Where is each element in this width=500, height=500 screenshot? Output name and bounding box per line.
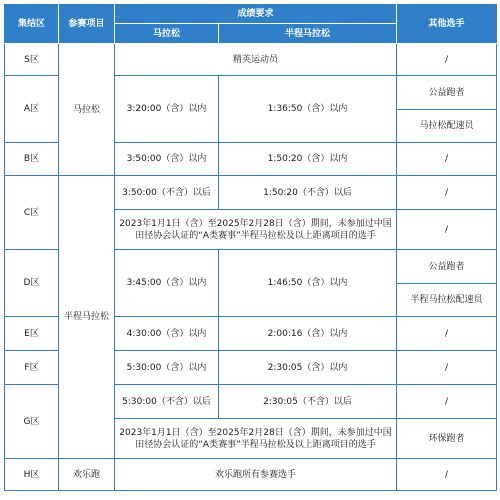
event-cell-marathon: 马拉松 xyxy=(59,44,115,176)
assembly-zone-table xyxy=(4,4,497,491)
marathon-cell: 5:30:00（含）以内 xyxy=(115,351,219,385)
other-cell: 半程马拉松配速员 xyxy=(397,284,497,317)
half-cell: 1:36:50（含）以内 xyxy=(219,76,397,143)
marathon-cell: 5:30:00（不含）以后 xyxy=(115,385,219,419)
other-cell: / xyxy=(397,176,497,210)
zone-cell: S区 xyxy=(5,44,59,76)
half-cell: 1:50:20（不含）以后 xyxy=(219,176,397,210)
header-marathon: 马拉松 xyxy=(115,24,219,44)
note-cell: 2023年1月1日（含）至2025年2月28日（含）期间，未参加过中国田径协会认证的“A类赛事”半程马拉松及以上距离项目的选手 xyxy=(115,210,397,250)
zone-cell: E区 xyxy=(5,317,59,351)
header-half-marathon: 半程马拉松 xyxy=(219,24,397,44)
other-cell: / xyxy=(397,459,497,491)
half-cell: 1:46:50（含）以内 xyxy=(219,250,397,317)
header-zone: 集结区 xyxy=(5,5,59,44)
marathon-cell: 3:50:00（含）以内 xyxy=(115,143,219,176)
half-cell: 2:30:05（含）以内 xyxy=(219,351,397,385)
table-row xyxy=(5,176,497,210)
span-cell: 精英运动员 xyxy=(115,44,397,76)
header-other: 其他选手 xyxy=(397,5,497,44)
event-cell-half-marathon: 半程马拉松 xyxy=(59,176,115,459)
zone-cell: C区 xyxy=(5,176,59,250)
table-row xyxy=(5,44,497,76)
zone-cell: A区 xyxy=(5,76,59,143)
half-cell: 2:30:05（不含）以后 xyxy=(219,385,397,419)
zone-cell: D区 xyxy=(5,250,59,317)
zone-cell: G区 xyxy=(5,385,59,459)
header-requirement: 成绩要求 xyxy=(115,5,397,24)
other-cell: / xyxy=(397,44,497,76)
zone-cell: F区 xyxy=(5,351,59,385)
marathon-cell: 3:20:00（含）以内 xyxy=(115,76,219,143)
zone-cell: B区 xyxy=(5,143,59,176)
zone-cell: H区 xyxy=(5,459,59,491)
other-cell: / xyxy=(397,143,497,176)
other-cell: / xyxy=(397,385,497,419)
other-cell: / xyxy=(397,317,497,351)
half-cell: 2:00:16（含）以内 xyxy=(219,317,397,351)
half-cell: 1:50:20（含）以内 xyxy=(219,143,397,176)
other-cell: / xyxy=(397,351,497,385)
other-cell: 公益跑者 xyxy=(397,250,497,284)
event-cell-fun-run: 欢乐跑 xyxy=(59,459,115,491)
other-cell: 马拉松配速员 xyxy=(397,110,497,143)
note-cell: 2023年1月1日（含）至2025年2月28日（含）期间，未参加过中国田径协会认证的“A类赛事”半程马拉松及以上距离项目的选手 xyxy=(115,419,397,459)
other-cell: 环保跑者 xyxy=(397,419,497,459)
other-cell: / xyxy=(397,210,497,250)
other-cell: 公益跑者 xyxy=(397,76,497,110)
marathon-cell: 3:45:00（含）以内 xyxy=(115,250,219,317)
marathon-cell: 4:30:00（含）以内 xyxy=(115,317,219,351)
header-event: 参赛项目 xyxy=(59,5,115,44)
span-cell: 欢乐跑所有参赛选手 xyxy=(115,459,397,491)
table-row xyxy=(5,459,497,491)
marathon-cell: 3:50:00（不含）以后 xyxy=(115,176,219,210)
